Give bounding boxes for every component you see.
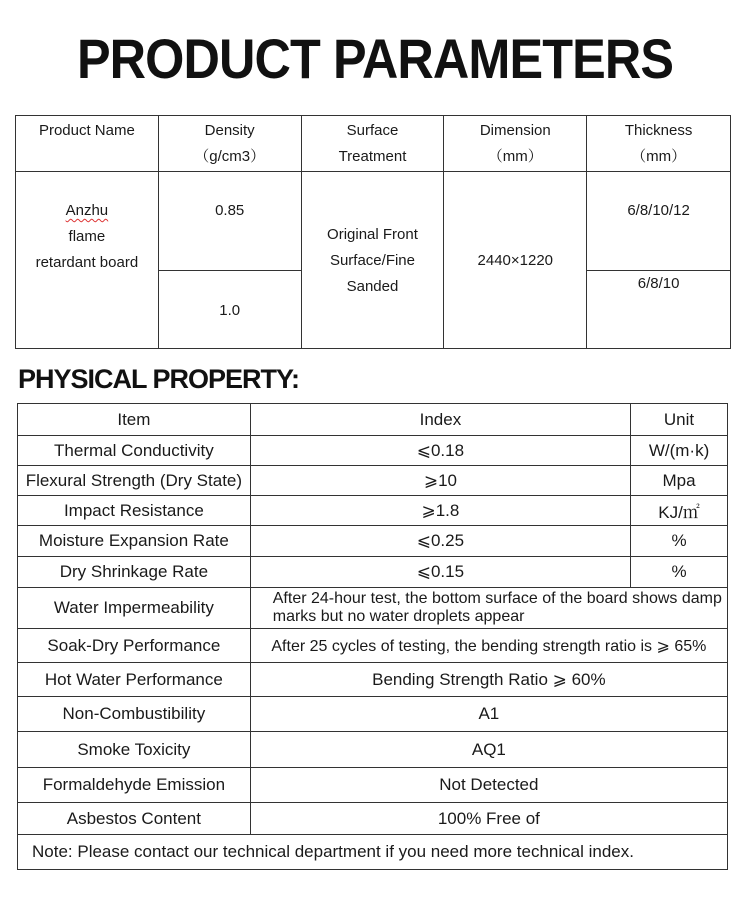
header-dimension: Dimension （mm）	[444, 116, 587, 172]
table-row	[18, 466, 728, 496]
index-cell: 100% Free of	[250, 803, 727, 835]
header-unit: Unit	[631, 404, 728, 436]
unit-cell: Mpa	[631, 466, 728, 496]
table-row	[18, 768, 728, 803]
note-text: Note: Please contact our technical department if you need more technical index.	[18, 835, 728, 870]
index-cell: ⩾1.8	[250, 496, 630, 526]
table-row	[18, 526, 728, 557]
table-header-row	[18, 404, 728, 436]
section-title: PHYSICAL PROPERTY:	[18, 364, 300, 394]
index-cell: ⩽0.15	[250, 557, 630, 588]
table-row	[18, 496, 728, 526]
index-cell: ⩾10	[250, 466, 630, 496]
index-cell: AQ1	[250, 732, 727, 768]
item-cell: Hot Water Performance	[18, 663, 251, 697]
item-cell: Thermal Conductivity	[18, 436, 251, 466]
item-cell: Asbestos Content	[18, 803, 251, 835]
item-cell: Flexural Strength (Dry State)	[18, 466, 251, 496]
table-row	[16, 172, 731, 271]
product-parameters-table	[15, 115, 731, 349]
page-title: PRODUCT PARAMETERS	[76, 27, 674, 90]
table-row	[18, 629, 728, 663]
unit-cell: W/(m·k)	[631, 436, 728, 466]
item-cell: Smoke Toxicity	[18, 732, 251, 768]
table-row	[18, 588, 728, 629]
cell-density-b: 1.0	[158, 271, 301, 349]
item-cell: Moisture Expansion Rate	[18, 526, 251, 557]
cell-thickness-b: 6/8/10	[587, 271, 731, 349]
physical-property-table	[17, 403, 728, 870]
index-cell: Bending Strength Ratio ⩾ 60%	[250, 663, 727, 697]
cell-product-name: Anzhu flame retardant board	[16, 172, 159, 349]
unit-cell: %	[631, 526, 728, 557]
item-cell: Non-Combustibility	[18, 697, 251, 732]
header-surface-treatment: Surface Treatment	[301, 116, 444, 172]
header-thickness: Thickness （mm）	[587, 116, 731, 172]
table-row	[18, 663, 728, 697]
index-cell: Not Detected	[250, 768, 727, 803]
unit-cell: KJ/㎡	[631, 496, 728, 526]
item-cell: Dry Shrinkage Rate	[18, 557, 251, 588]
header-density: Density （g/cm3）	[158, 116, 301, 172]
item-cell: Impact Resistance	[18, 496, 251, 526]
index-cell: A1	[250, 697, 727, 732]
table-row	[18, 803, 728, 835]
table-row	[18, 436, 728, 466]
index-cell: ⩽0.18	[250, 436, 630, 466]
table-row	[18, 697, 728, 732]
cell-surface-treatment: Original Front Surface/Fine Sanded	[301, 172, 444, 349]
cell-thickness-a: 6/8/10/12	[587, 172, 731, 271]
header-product-name: Product Name	[16, 116, 159, 172]
index-cell: After 24-hour test, the bottom surface of the board shows damp marks but no water droplets appear	[250, 588, 727, 629]
table-row	[18, 835, 728, 870]
header-item: Item	[18, 404, 251, 436]
table-row	[18, 732, 728, 768]
table-header-row	[16, 116, 731, 172]
item-cell: Soak-Dry Performance	[18, 629, 251, 663]
table-row	[18, 557, 728, 588]
cell-dimension: 2440×1220	[444, 172, 587, 349]
unit-cell: %	[631, 557, 728, 588]
item-cell: Water Impermeability	[18, 588, 251, 629]
header-index: Index	[250, 404, 630, 436]
index-cell: After 25 cycles of testing, the bending strength ratio is ⩾ 65%	[250, 629, 727, 663]
index-cell: ⩽0.25	[250, 526, 630, 557]
item-cell: Formaldehyde Emission	[18, 768, 251, 803]
cell-density-a: 0.85	[158, 172, 301, 271]
